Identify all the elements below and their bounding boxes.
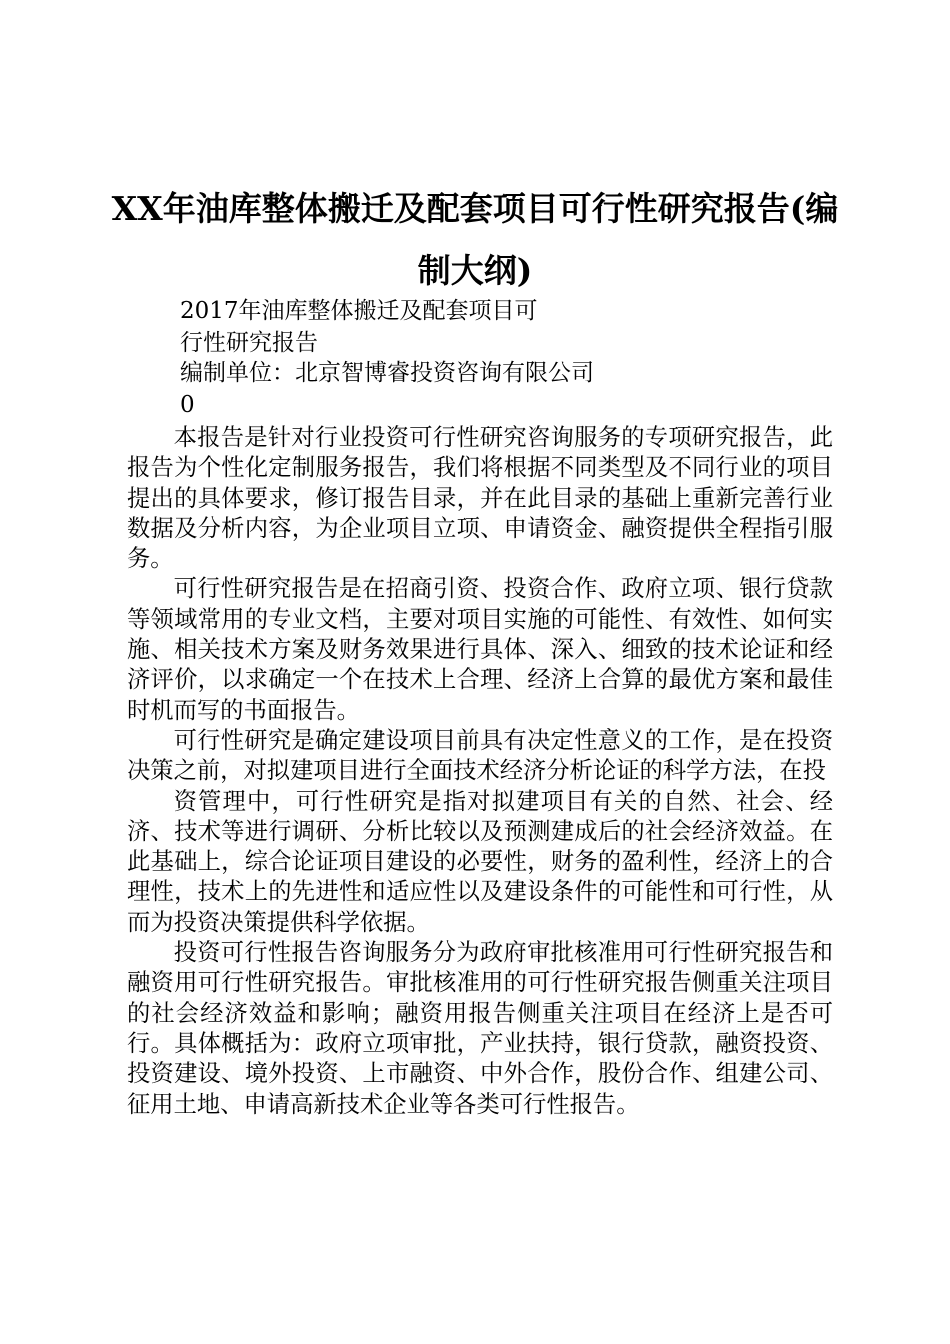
document-title: XX年油库整体搬迁及配套项目可行性研究报告(编制大纲) [111, 189, 839, 290]
meta-line-number: 0 [180, 392, 195, 418]
paragraph-report-intro: 本报告是针对行业投资可行性研究咨询服务的专项研究报告，此报告为个性化定制服务报告，我们将根据不同类型及不同行业的项目提出的具体要求，修订报告目录，并在此目录的基础上重新完善行业数据及分析内容，为企业项目立项、申请资金、融资提供全程指引服务。 [127, 424, 833, 573]
document-body [127, 423, 833, 1120]
meta-line-project-title-2: 行性研究报告 [180, 330, 318, 356]
paragraph-feasibility-definition: 可行性研究报告是在招商引资、投资合作、政府立项、银行贷款等领域常用的专业文档，主要对项目实施的可能性、有效性、如何实施、相关技术方案及财务效果进行具体、深入、细致的技术论证和经济评价，以求确定一个在技术上合理、经济上合算的最优方案和最佳时机而写的书面报告。 [127, 575, 833, 724]
paragraph-service-types: 投资可行性报告咨询服务分为政府审批核准用可行性研究报告和融资用可行性研究报告。审批核准用的可行性研究报告侧重关注项目的社会经济效益和影响；融资用报告侧重关注项目在经济上是否可行。具体概括为：政府立项审批，产业扶持，银行贷款，融资投资、投资建设、境外投资、上市融资、中外合作，股份合作、组建公司、征用土地、申请高新技术企业等各类可行性报告。 [127, 939, 833, 1118]
meta-line-project-title-1: 2017年油库整体搬迁及配套项目可 [180, 298, 538, 324]
paragraph-investment-management: 资管理中，可行性研究是指对拟建项目有关的自然、社会、经济、技术等进行调研、分析比较以及预测建成后的社会经济效益。在此基础上，综合论证项目建设的必要性，财务的盈利性，经济上的合理性，技术上的先进性和适应性以及建设条件的可能性和可行性，从而为投资决策提供科学依据。 [127, 787, 833, 936]
paragraph-feasibility-importance: 可行性研究是确定建设项目前具有决定性意义的工作，是在投资决策之前，对拟建项目进行全面技术经济分析论证的科学方法，在投 [127, 726, 833, 785]
meta-line-compiler: 编制单位：北京智博睿投资咨询有限公司 [180, 360, 594, 386]
